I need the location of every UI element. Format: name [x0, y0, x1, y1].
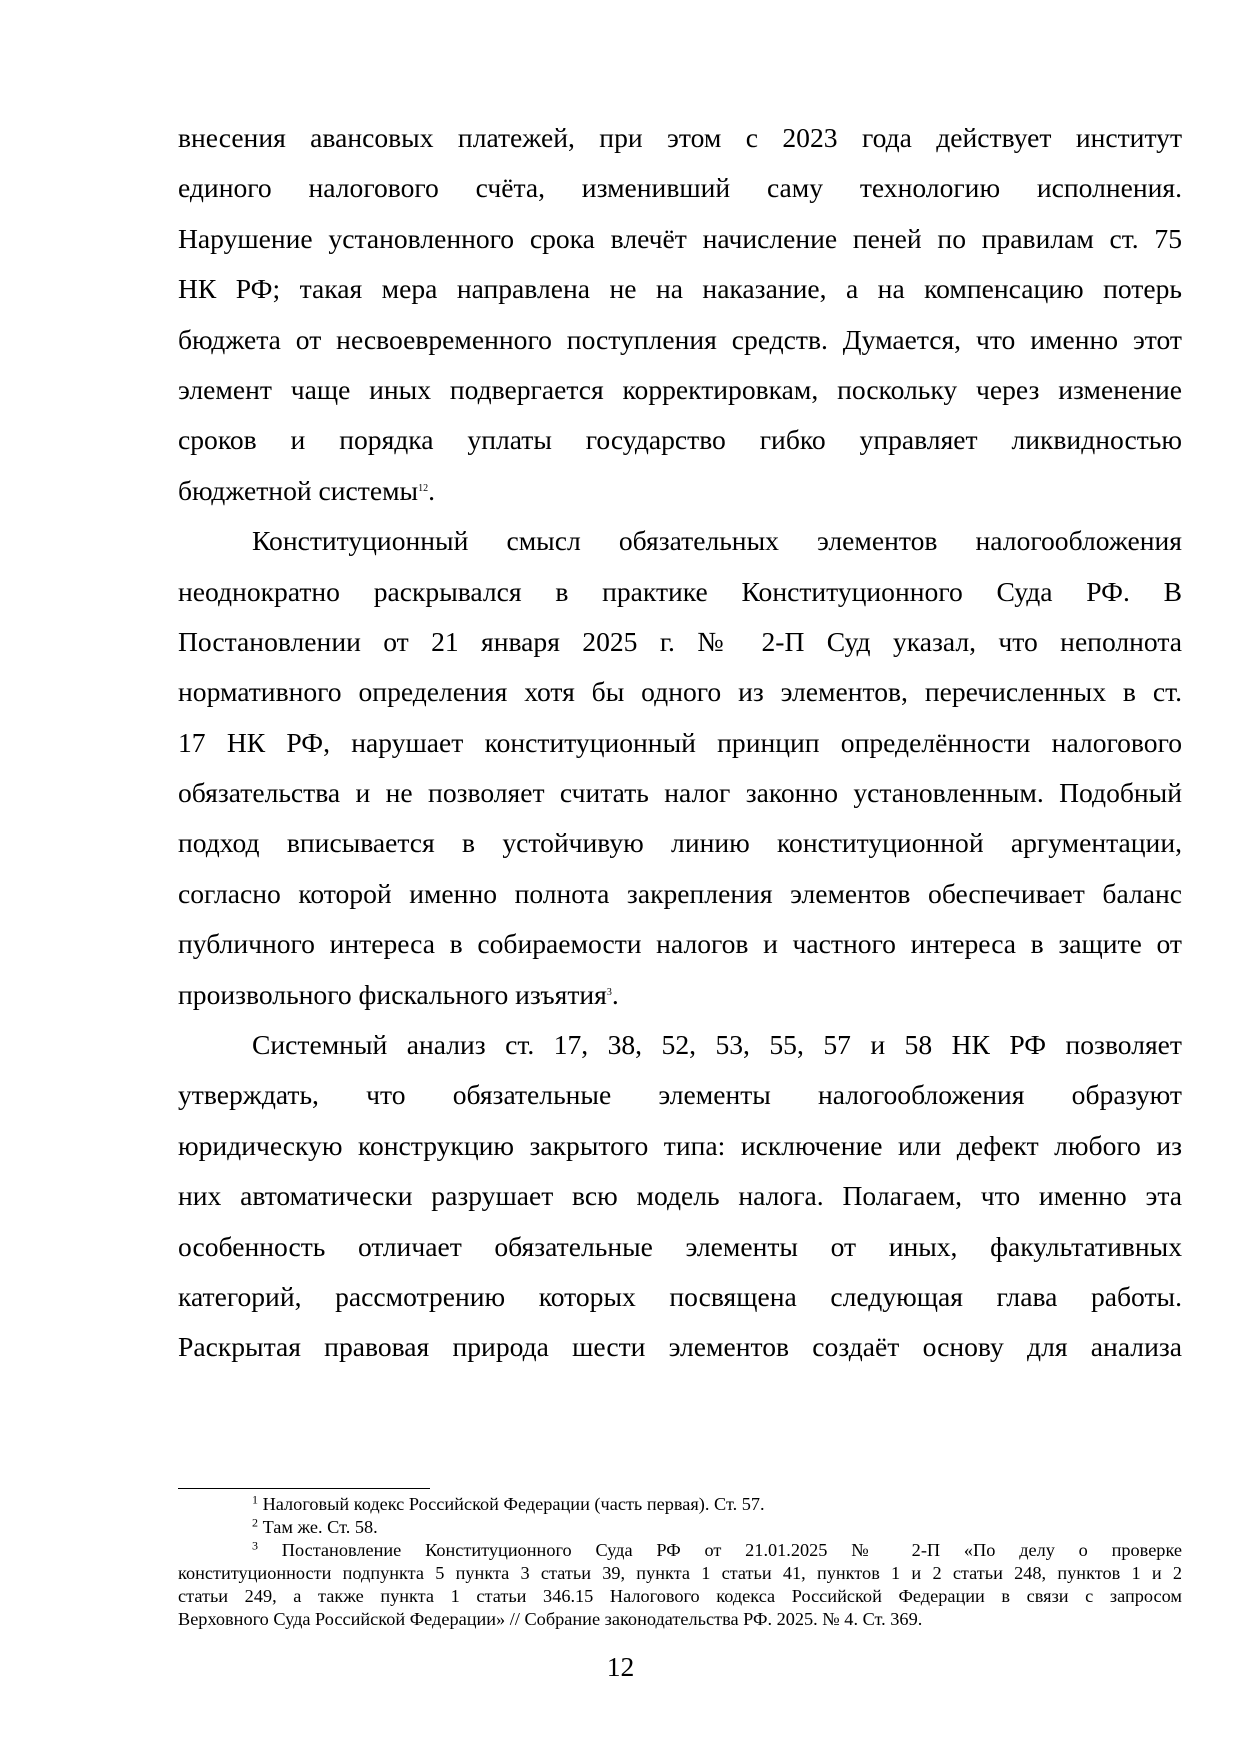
text-line: согласно которой именно полнота закрепления элементов обеспечивает баланс	[178, 877, 1182, 909]
footnote-line: конституционности подпункта 5 пункта 3 статьи 39, пункта 1 статьи 41, пунктов 1 и 2 статьи 248, пунктов 1 и 2	[178, 1563, 1182, 1583]
footnote-number: 1	[252, 1492, 258, 1507]
footnote-number: 3	[252, 1538, 258, 1553]
line-text: произвольного фискального изъятия	[178, 978, 607, 1010]
text-line: особенность отличает обязательные элементы от иных, факультативных	[178, 1230, 1182, 1262]
text-line: НК РФ; такая мера направлена не на наказание, а на компенсацию потерь	[178, 273, 1182, 305]
text-line: единого налогового счёта, изменивший саму технологию исполнения.	[178, 172, 1182, 204]
text-line: элемент чаще иных подвергается корректировкам, поскольку через изменение	[178, 373, 1182, 405]
text-line: сроков и порядка уплаты государство гибко управляет ликвидностью	[178, 424, 1182, 456]
text-line: Системный анализ ст. 17, 38, 52, 53, 55, 57 и 58 НК РФ позволяет	[252, 1029, 1182, 1061]
text-line: утверждать, что обязательные элементы налогообложения образуют	[178, 1079, 1182, 1111]
footnote-line: статьи 249, а также пункта 1 статьи 346.15 Налогового кодекса Российской Федерации в связи с запросом	[178, 1586, 1182, 1606]
footnote-text: Налоговый кодекс Российской Федерации (часть первая). Ст. 57.	[262, 1494, 765, 1514]
footnote-number: 2	[252, 1515, 258, 1530]
text-line: бюджета от несвоевременного поступления средств. Думается, что именно этот	[178, 323, 1182, 355]
line-punctuation: .	[611, 978, 619, 1010]
text-line: Раскрытая правовая природа шести элементов создаёт основу для анализа	[178, 1331, 1182, 1363]
footnote-text: Постановление Конституционного Суда РФ от 21.01.2025 № 2-П «По делу о проверке	[281, 1540, 1182, 1560]
paragraph	[178, 113, 1182, 516]
footnote-text: Там же. Ст. 58.	[262, 1517, 378, 1537]
text-line: неоднократно раскрывался в практике Конституционного Суда РФ. В	[178, 575, 1182, 607]
footnote	[178, 1539, 1182, 1631]
footnotes	[178, 1493, 1182, 1631]
text-line: обязательства и не позволяет считать налог законно установленным. Подобный	[178, 777, 1182, 809]
line-punctuation: .	[428, 474, 436, 506]
footnote-separator	[178, 1488, 430, 1489]
text-line: Конституционный смысл обязательных элементов налогообложения	[252, 525, 1182, 557]
text-line: них автоматически разрушает всю модель налога. Полагаем, что именно эта	[178, 1180, 1182, 1212]
text-line: Постановлении от 21 января 2025 г. № 2-П Суд указал, что неполнота	[178, 625, 1182, 657]
text-line: юридическую конструкцию закрытого типа: исключение или дефект любого из	[178, 1129, 1182, 1161]
text-line: Нарушение установленного срока влечёт начисление пеней по правилам ст. 75	[178, 222, 1182, 254]
body-text	[178, 113, 1182, 1373]
footnote-line: Верховного Суда Российской Федерации» // Собрание законодательства РФ. 2025. № 4. Ст. 369.	[178, 1609, 923, 1629]
footnote-line	[178, 1493, 1182, 1516]
line-text: бюджетной системы	[178, 474, 419, 506]
footnote-reference[interactable]: 3	[606, 986, 612, 998]
page-number: 12	[606, 1651, 635, 1682]
text-line: 17 НК РФ, нарушает конституционный принцип определённости налогового	[178, 726, 1182, 758]
footnote	[178, 1516, 1182, 1539]
text-line: внесения авансовых платежей, при этом с 2023 года действует институт	[178, 122, 1182, 153]
paragraph	[178, 516, 1182, 1020]
text-line: нормативного определения хотя бы одного из элементов, перечисленных в ст.	[178, 676, 1182, 708]
text-line: подход вписывается в устойчивую линию конституционной аргументации,	[178, 827, 1182, 859]
text-line: категорий, рассмотрению которых посвящена следующая глава работы.	[178, 1280, 1182, 1312]
text-line: публичного интереса в собираемости налогов и частного интереса в защите от	[178, 928, 1182, 960]
text-line	[178, 466, 1182, 516]
text-line	[178, 970, 1182, 1020]
footnote-line	[178, 1516, 1182, 1539]
footnote	[178, 1493, 1182, 1516]
paragraph	[178, 1020, 1182, 1373]
footnote-reference[interactable]: 12	[418, 482, 429, 494]
footnote-line	[178, 1539, 1182, 1562]
